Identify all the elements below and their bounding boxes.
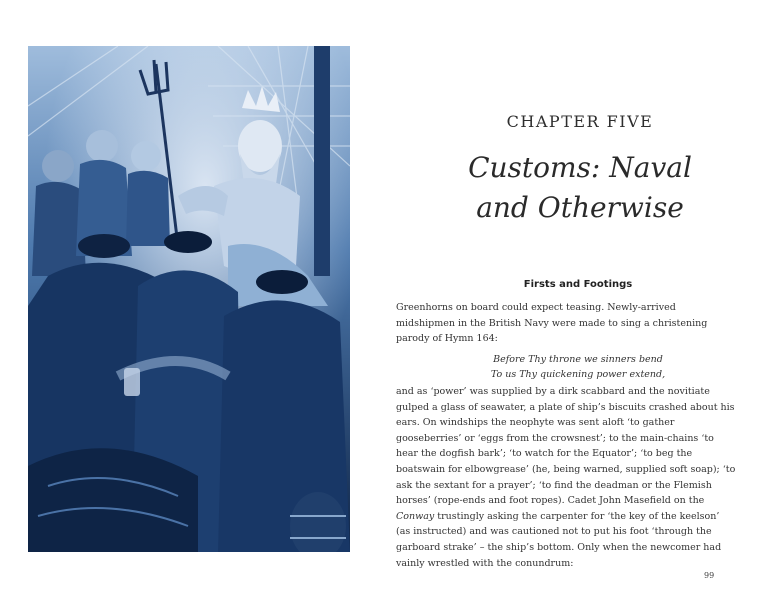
body-paragraph-2 xyxy=(396,384,736,571)
page-number: 99 xyxy=(704,571,715,580)
verse-quote xyxy=(396,352,760,382)
chapter-title-line-2: and Otherwise xyxy=(476,191,684,224)
illustration-art xyxy=(28,46,350,552)
body-paragraph-1: Greenhorns on board could expect teasing. Newly-arrived midshipmen in the British Navy were made to sing a christening parody of Hymn 164: xyxy=(396,302,708,345)
mast xyxy=(314,46,330,276)
chapter-label: CHAPTER FIVE xyxy=(506,112,654,131)
section-heading: Firsts and Footings xyxy=(523,279,633,290)
paragraph-2-text-b: trustingly asking the carpenter for ‘the key of the keelson’ (as instructed) and was cautioned not to put his foot ‘through the garboard strake’ – the ship’s bottom. Only when the newcomer had vainly wrestled with the conundrum: xyxy=(396,510,722,569)
illustration-neptune-ceremony xyxy=(28,46,350,552)
verse-line-1: Before Thy throne we sinners bend xyxy=(493,354,663,365)
chapter-title xyxy=(440,148,720,228)
paragraph-2-text-a: and as ‘power’ was supplied by a dirk scabbard and the novitiate gulped a glass of seawater, a plate of ship’s biscuits crashed about his ears. On windships the neophyte was sent aloft ‘to gather gooseberries’ or ‘eggs from the crowsnest’; to the main-chains ‘to hear the dogfish bark’; ‘to watch for the Equator’; ‘to beg the boatswain for elbowgrease’ (he, being warned, supplied soft soap); ‘to ask the sextant for a prayer’; ‘to find the deadman or the Flemish horses’ (rope-ends and foot ropes). Cadet John Masefield on the xyxy=(396,386,736,507)
ship-name-conway: Conway xyxy=(396,510,435,522)
verse-line-2: To us Thy quickening power extend, xyxy=(490,369,666,380)
chapter-title-line-1: Customs: Naval xyxy=(468,151,692,184)
